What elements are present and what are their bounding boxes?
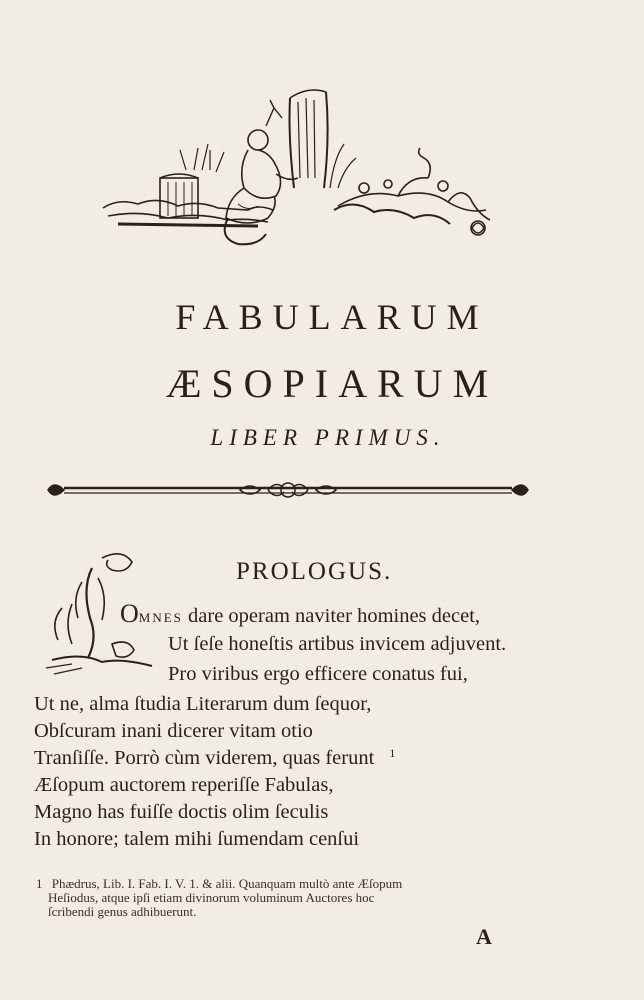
text-line-3: Pro viribus ergo efficere conatus fui, [168,663,468,685]
book-subtitle: LIBER PRIMUS. [210,425,446,450]
text-line-4: Ut ne, alma ſtudia Literarum dum ſequor, [34,693,372,715]
footnote-marker: 1 [36,876,43,891]
ornamental-divider [44,474,532,506]
footnote-line-2: Heſiodus, atque ipſi etiam divinorum voluminum Auctores hoc [48,890,375,905]
book-title-line-1: FABULARUM [175,297,489,337]
footnote-line-1 [36,877,402,890]
text-line-9: In honore; talem mihi ſumendam cenſui [34,828,360,850]
book-title-line-2: ÆSOPIARUM [165,361,499,406]
footnote-line-1-text: Phædrus, Lib. I. Fab. I. V. 1. & alii. Quanquam multò ante Æſopum [51,876,403,891]
text-line-1 [120,601,480,627]
footnote-line-3: ſcribendi genus adhibuerunt. [48,904,197,919]
drop-cap: O [120,599,139,628]
text-line-7: Æſopum auctorem reperiſſe Fabulas, [34,774,334,796]
prologue-heading: PROLOGUS. [236,558,393,585]
text-line-6 [34,748,395,769]
text-line-5: Obſcuram inani dicerer vitam otio [34,720,313,742]
vignette-engraving [98,78,498,258]
footnote-reference: 1 [389,746,396,760]
text-line-6-text: Tranſiſſe. Porrò cùm viderem, quas ferunt [34,747,375,769]
first-word-smallcaps: MNES [138,610,183,625]
text-line-8: Magno has fuiſſe doctis olim ſeculis [34,801,329,823]
text-line-2: Ut ſeſe honeſtis artibus invicem adjuvent. [168,633,507,655]
text-line-1-rest: dare operam naviter homines decet, [188,605,481,627]
signature-mark: A [476,924,492,949]
